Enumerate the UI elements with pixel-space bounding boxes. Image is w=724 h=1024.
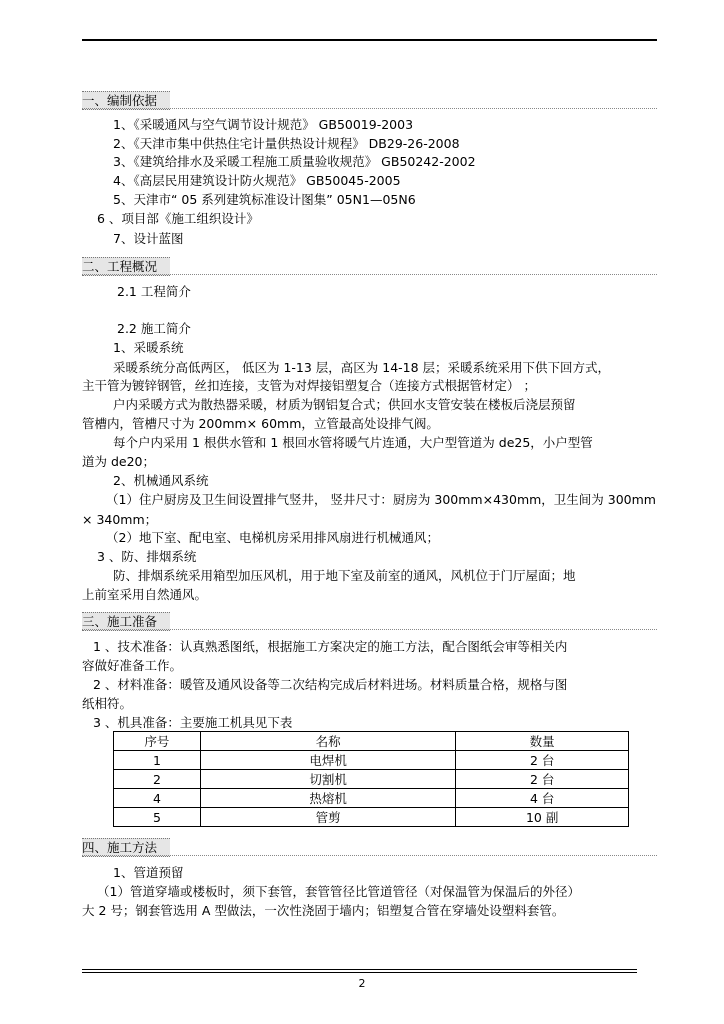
section-heading-methods: 四、施工方法	[82, 838, 170, 857]
section-heading-preparation: 三、施工准备	[82, 612, 170, 631]
basis-item-4: 4、《高层民用建筑设计防火规范》 GB50045-2005	[113, 173, 401, 188]
table-header-cell: 序号	[114, 732, 201, 751]
paragraph-line: 纸相符。	[82, 696, 133, 711]
table-row	[114, 751, 629, 770]
paragraph-line: 容做好准备工作。	[82, 658, 183, 673]
paragraph-line: （2）地下室、配电室、电梯机房采用排风扇进行机械通风；	[106, 530, 439, 545]
paragraph-line: 道为 de20；	[82, 454, 156, 469]
table-cell: 10 副	[456, 808, 629, 827]
table-cell: 4 台	[456, 789, 629, 808]
table-row	[114, 789, 629, 808]
basis-item-1: 1、《采暖通风与空气调节设计规范》 GB50019-2003	[113, 117, 414, 132]
paragraph-line: × 340mm；	[82, 512, 158, 527]
basis-item-5: 5、天津市“ 05 系列建筑标准设计图集” 05N1—05N6	[113, 192, 416, 207]
paragraph-line: 户内采暖方式为散热器采暖，材质为钢铝复合式；供回水支管安装在楼板后浇层预留	[113, 397, 576, 412]
table-row	[114, 770, 629, 789]
section-heading-overview: 二、工程概况	[82, 257, 170, 276]
subheading-construction-intro: 2.2 施工简介	[117, 321, 191, 336]
paragraph-line: （1）住户厨房及卫生间设置排气竖井， 竖井尺寸：厨房为 300mm×430mm，卫生间为 300mm	[106, 492, 656, 507]
footer-rule	[82, 969, 637, 970]
table-cell: 2 台	[456, 770, 629, 789]
paragraph-line: 采暖系统分高低两区， 低区为 1-13 层，高区为 14-18 层；采暖系统采用下供下回方式，	[113, 360, 611, 375]
paragraph-line: 管槽内，管槽尺寸为 200mm× 60mm，立管最高处设排气阀。	[82, 416, 439, 431]
table-cell: 2	[114, 770, 201, 789]
section-rule	[82, 855, 657, 856]
section-rule	[82, 274, 657, 275]
pipe-reservation-title: 1、管道预留	[113, 865, 184, 880]
equipment-table	[113, 731, 629, 827]
table-cell: 电焊机	[200, 751, 455, 770]
table-header-cell: 名称	[200, 732, 455, 751]
section-rule	[82, 108, 657, 109]
heating-system-title: 1、采暖系统	[113, 340, 184, 355]
paragraph-line: 上前室采用自然通风。	[82, 587, 208, 602]
footer-rule	[82, 972, 637, 973]
table-cell: 切割机	[200, 770, 455, 789]
ventilation-system-title: 2、机械通风系统	[113, 473, 209, 488]
section-rule	[82, 629, 657, 630]
paragraph-line: （1）管道穿墙或楼板时，须下套管，套管管径比管道管径（对保温管为保温后的外径）	[97, 884, 580, 899]
table-row	[114, 808, 629, 827]
table-cell: 2 台	[456, 751, 629, 770]
page-number: 2	[358, 977, 366, 990]
table-cell: 4	[114, 789, 201, 808]
section-heading-basis: 一、编制依据	[82, 91, 170, 110]
paragraph-line: 每个户内采用 1 根供水管和 1 根回水管将暖气片连通，大户型管道为 de25，小户型管	[113, 435, 593, 450]
table-cell: 5	[114, 808, 201, 827]
basis-item-6: 6 、项目部《施工组织设计》	[97, 211, 259, 226]
smoke-system-title: 3 、防、排烟系统	[97, 549, 197, 564]
basis-item-7: 7、设计蓝图	[113, 231, 184, 246]
table-cell: 1	[114, 751, 201, 770]
paragraph-line: 1 、技术准备：认真熟悉图纸，根据施工方案决定的施工方法，配合图纸会审等相关内	[93, 639, 568, 654]
paragraph-line: 防、排烟系统采用箱型加压风机，用于地下室及前室的通风，风机位于门厅屋面；地	[113, 568, 576, 583]
paragraph-line: 2 、材料准备：暖管及通风设备等二次结构完成后材料进场。材料质量合格，规格与图	[93, 677, 568, 692]
paragraph-line: 主干管为镀锌钢管，丝扣连接，支管为对焊接铝塑复合（连接方式根据管材定） ；	[82, 378, 536, 393]
subheading-project-intro: 2.1 工程简介	[117, 284, 191, 299]
table-header-cell: 数量	[456, 732, 629, 751]
table-cell: 管剪	[200, 808, 455, 827]
table-cell: 热熔机	[200, 789, 455, 808]
paragraph-line: 大 2 号；钢套管选用 A 型做法，一次性浇固于墙内；铝塑复合管在穿墙处设塑料套管。	[82, 903, 565, 918]
header-rule	[82, 39, 657, 41]
basis-item-2: 2、《天津市集中供热住宅计量供热设计规程》 DB29-26-2008	[113, 136, 460, 151]
paragraph-line: 3 、机具准备：主要施工机具见下表	[93, 715, 293, 730]
basis-item-3: 3、《建筑给排水及采暖工程施工质量验收规范》 GB50242-2002	[113, 154, 476, 169]
table-header-row	[114, 732, 629, 751]
